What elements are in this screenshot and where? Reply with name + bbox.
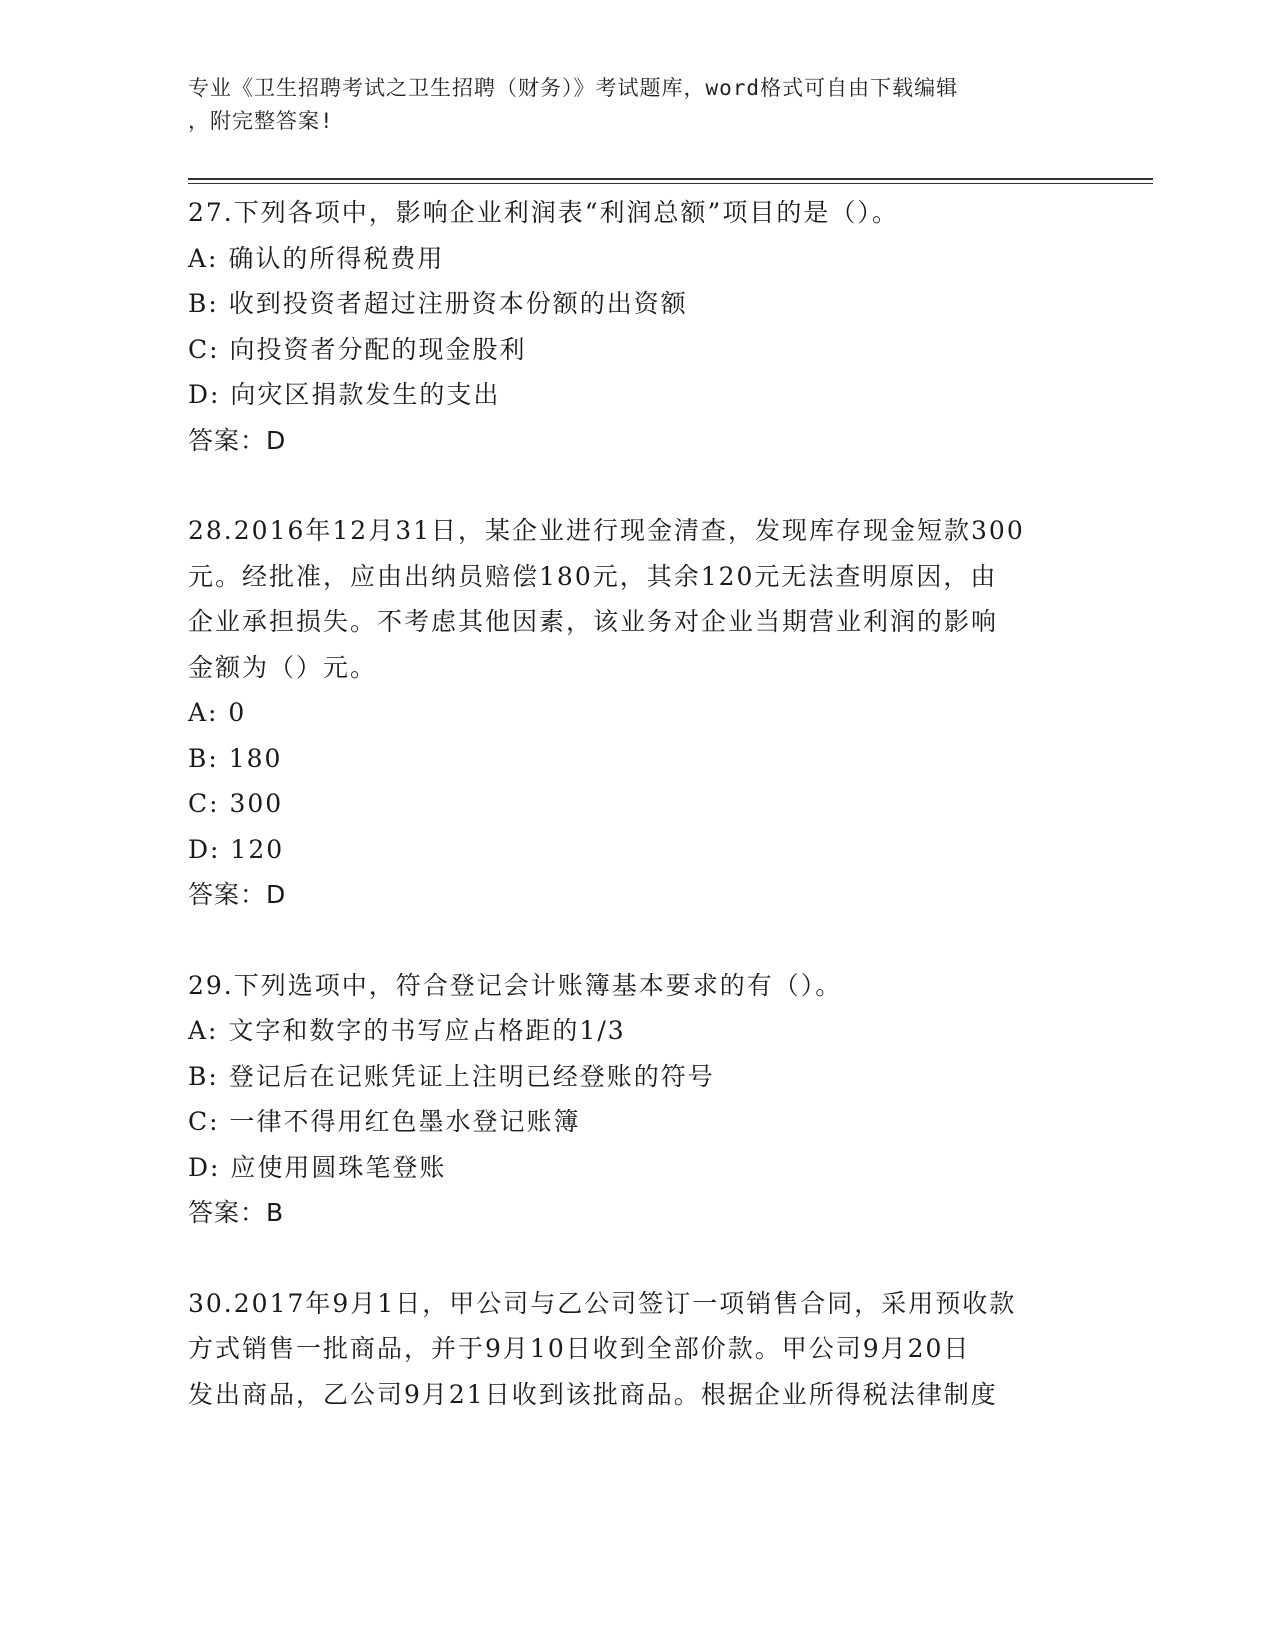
- question-29: [188, 963, 1088, 1236]
- question-30: [188, 1281, 1088, 1418]
- answer: 答案：B: [188, 1198, 285, 1227]
- option-d: D: 应使用圆珠笔登账: [188, 1152, 447, 1182]
- option-c: C: 300: [188, 789, 284, 818]
- option-a: A: 文字和数字的书写应占格距的1/3: [188, 1016, 626, 1045]
- answer: 答案：D: [188, 880, 287, 909]
- question-28: [188, 508, 1088, 918]
- question-stem: 29.下列选项中，符合登记会计账簿基本要求的有（）。: [188, 970, 843, 1000]
- question-stem: 方式销售一批商品，并于9月10日收到全部价款。甲公司9月20日: [188, 1334, 971, 1363]
- option-d: D: 120: [188, 834, 285, 864]
- option-b: B: 登记后在记账凭证上注明已经登账的符号: [188, 1061, 715, 1091]
- question-stem: 元。经批准，应由出纳员赔偿180元，其余120元无法查明原因，由: [188, 561, 998, 591]
- option-d: D: 向灾区捐款发生的支出: [188, 380, 501, 409]
- question-stem: 金额为（）元。: [188, 652, 378, 682]
- question-stem: 27.下列各项中，影响企业利润表“利润总额”项目的是（）。: [188, 198, 899, 227]
- option-a: A: 确认的所得税费用: [188, 243, 445, 273]
- header-line-1: 专业《卫生招聘考试之卫生招聘（财务）》考试题库，word格式可自由下载编辑: [188, 76, 959, 100]
- option-c: C: 向投资者分配的现金股利: [188, 334, 527, 364]
- option-c: C: 一律不得用红色墨水登记账簿: [188, 1107, 581, 1136]
- question-stem: 30.2017年9月1日，甲公司与乙公司签订一项销售合同，采用预收款: [188, 1288, 1017, 1318]
- header-rule-thin: [188, 183, 1153, 184]
- question-27: [188, 190, 1088, 463]
- answer: 答案：D: [188, 425, 287, 455]
- option-b: B: 收到投资者超过注册资本份额的出资额: [188, 289, 688, 318]
- option-b: B: 180: [188, 743, 283, 773]
- header-rule-thick: [188, 178, 1153, 180]
- header-line-2: ，附完整答案!: [188, 109, 334, 133]
- option-a: A: 0: [188, 698, 247, 727]
- question-list: [188, 190, 1088, 1462]
- question-stem: 发出商品，乙公司9月21日收到该批商品。根据企业所得税法律制度: [188, 1379, 998, 1409]
- question-stem: 企业承担损失。不考虑其他因素，该业务对企业当期营业利润的影响: [188, 607, 999, 636]
- question-stem: 28.2016年12月31日，某企业进行现金清查，发现库存现金短款300: [188, 516, 1025, 545]
- document-header: [188, 72, 1088, 138]
